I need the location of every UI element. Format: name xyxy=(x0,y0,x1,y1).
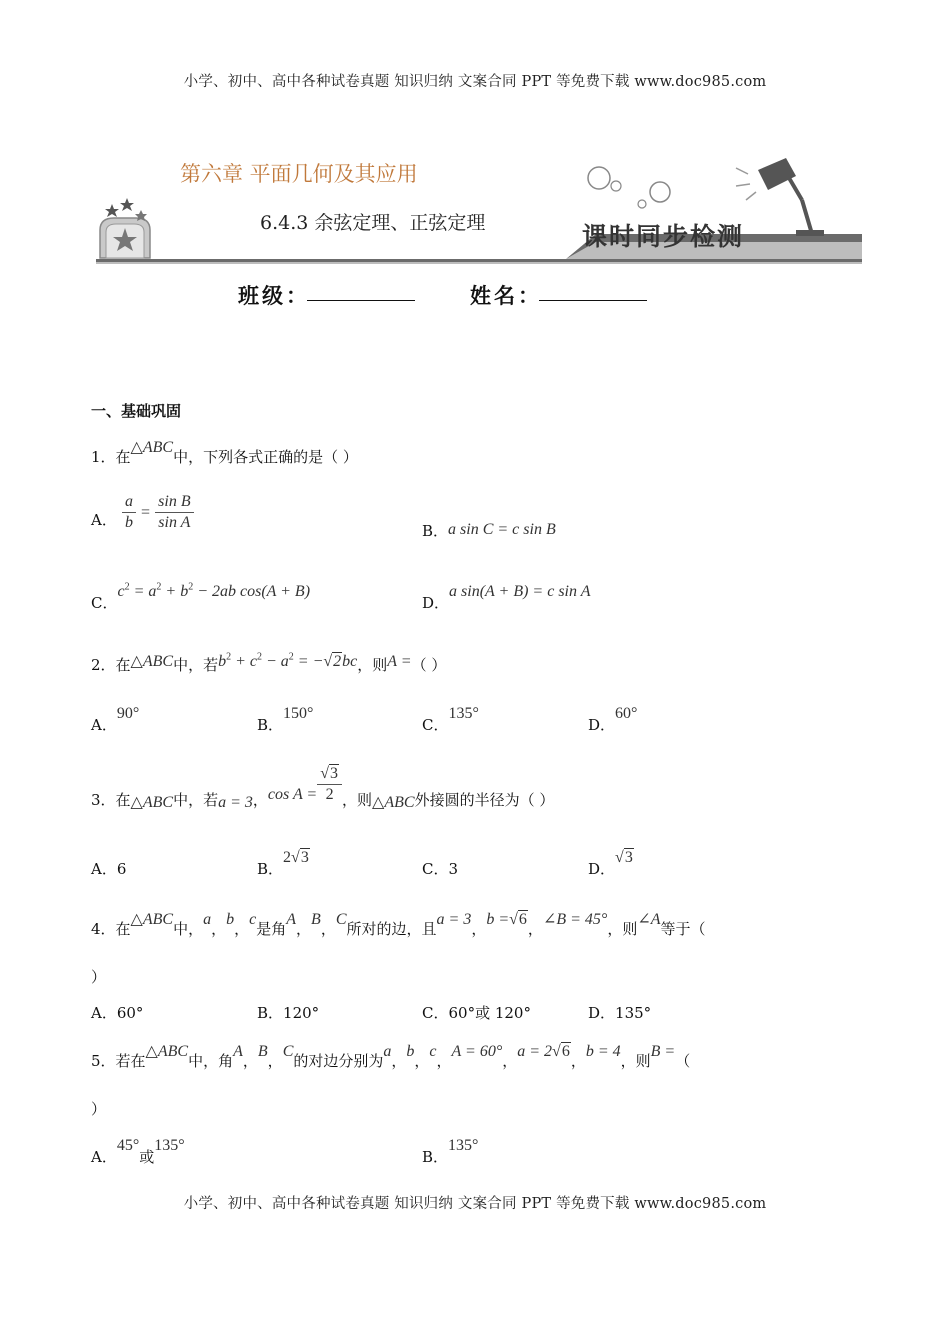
q4-b: b xyxy=(226,911,235,928)
q4-s4: ，则 xyxy=(607,920,638,938)
q3-text: 外接圆的半径为（ ） xyxy=(414,790,555,809)
q4-A: A xyxy=(286,911,297,928)
q4-angle: ∠B = 45° xyxy=(542,911,608,928)
q5-number: 5．若在 xyxy=(91,1052,146,1070)
q4-sep-4: ， xyxy=(320,920,336,938)
q5-s2: 的对边分别为 xyxy=(293,1052,384,1070)
q3-then: ，则 xyxy=(342,790,373,809)
q5-sep-6: ， xyxy=(502,1052,518,1070)
q3-number: 3．在 xyxy=(91,790,131,809)
stamp-label: 课时同步检测 xyxy=(582,222,745,251)
q2-root: 2 xyxy=(333,653,342,670)
q5-a-v1: 45° xyxy=(116,1137,140,1154)
q4-s5: 等于（ xyxy=(660,920,706,938)
q5-a-v2: 135° xyxy=(154,1137,185,1154)
page-header: 小学、初中、高中各种试卷真题 知识归纳 文案合同 PPT 等免费下载 www.doc985.com xyxy=(183,74,767,90)
q1-c-expr-c: + b xyxy=(161,583,189,600)
q1-a-num-left: a xyxy=(122,492,136,513)
q4-s1: 中， xyxy=(173,920,204,938)
q4-c-val: 60°或 120° xyxy=(448,1004,531,1022)
class-field[interactable] xyxy=(307,278,415,301)
q2-option-a[interactable] xyxy=(91,702,140,734)
q2-exp3: 2 xyxy=(288,651,294,663)
q3-cos: cos A = xyxy=(267,785,318,803)
q4-option-d-label: D． xyxy=(588,1004,616,1022)
q2-option-d[interactable] xyxy=(588,702,638,734)
q3-b-coef: 2 xyxy=(283,849,292,866)
q3-a-val: 6 xyxy=(116,860,127,878)
q5-sep-4: ， xyxy=(414,1052,430,1070)
lesson-title: 6.4.3 余弦定理、正弦定理 xyxy=(260,212,486,234)
q4-s3: 所对的边，且 xyxy=(346,920,437,938)
q5-sep-2: ， xyxy=(267,1052,283,1070)
q4-sep-2: ， xyxy=(234,920,250,938)
q3-mid: 中，若 xyxy=(173,790,219,809)
q5-b-val: 135° xyxy=(448,1137,479,1154)
q2-c-val: 135° xyxy=(448,705,479,722)
q1-c-expr-b: = a xyxy=(129,583,157,600)
section-title: 一、基础巩固 xyxy=(91,402,182,420)
q3-triangle-2: △ABC xyxy=(372,793,415,811)
name-label: 姓名： xyxy=(470,283,542,308)
question-5: 5．若在△ABC中，角A，B，C的对边分别为a，b，c，A = 60°，a = 2√6，b = 4，则B =（ xyxy=(91,1043,691,1070)
q3-option-a-label: A． xyxy=(91,860,117,878)
q5-option-a[interactable] xyxy=(91,1134,185,1166)
q4-target: ∠A xyxy=(637,911,661,928)
q4-B: B xyxy=(311,911,321,928)
q2-number: 2．在 xyxy=(91,656,131,674)
q4-option-a-label: A． xyxy=(91,1004,117,1022)
q1-option-a-label: A． xyxy=(91,511,117,529)
q5-cond-a: a = 2 xyxy=(517,1043,553,1060)
q1-c-expr-d: − 2ab cos(A + B) xyxy=(193,583,311,600)
q4-close-paren: ） xyxy=(91,968,107,986)
q2-mid: 中，若 xyxy=(173,656,219,674)
q5-cond-A: A = 60° xyxy=(451,1043,503,1060)
q2-e2: + c xyxy=(231,653,257,670)
desk-lamp-icon xyxy=(736,158,824,236)
q5-option-b[interactable] xyxy=(422,1134,479,1166)
q5-root: 6 xyxy=(561,1043,570,1060)
q2-b-val: 150° xyxy=(283,705,314,722)
q2-option-a-label: A． xyxy=(91,716,117,734)
q5-cond-b: b = 4 xyxy=(585,1043,621,1060)
q4-C: C xyxy=(335,911,347,928)
q1-number: 1．在 xyxy=(91,448,131,466)
q5-close-paren: ） xyxy=(91,1100,107,1118)
q4-option-a[interactable] xyxy=(91,1002,143,1023)
q2-e4: = − xyxy=(293,653,324,670)
q1-a-den-left: b xyxy=(124,514,133,531)
chapter-title: 第六章 平面几何及其应用 xyxy=(180,162,418,186)
q2-ans: A = xyxy=(387,653,412,670)
q2-e1: b xyxy=(218,653,227,670)
q2-d-val: 60° xyxy=(615,705,638,722)
question-4: 4．在△ABC中，a，b，c是角A，B，C所对的边，且a = 3，b =√6，∠B = 45°，则∠A等于（ xyxy=(91,911,706,938)
q2-a-val: 90° xyxy=(116,705,140,722)
q4-d-val: 135° xyxy=(615,1004,652,1022)
q5-a-or: 或 xyxy=(139,1148,155,1166)
q1-option-a[interactable] xyxy=(91,492,194,533)
name-field[interactable] xyxy=(539,278,647,301)
q3-comma: ， xyxy=(252,790,268,809)
q1-c-expr-a: c xyxy=(117,583,125,600)
q3-option-c-label: C． xyxy=(422,860,449,878)
q3-option-b-label: B． xyxy=(257,860,284,878)
q2-e5: bc xyxy=(342,653,358,670)
q1-c-exp2: 2 xyxy=(156,581,162,593)
q1-text: 中，下列各式正确的是（ ） xyxy=(173,448,358,466)
q3-option-d-label: D． xyxy=(588,860,616,878)
question-3: 3．在△ABC中，若a = 3，cos A = $\frac{√3}{2}$ ，则△ABC外接圆的半径为（ ） xyxy=(91,765,555,811)
q5-option-a-label: A． xyxy=(91,1148,117,1166)
q4-c: c xyxy=(249,911,257,928)
q5-B: B xyxy=(257,1043,268,1060)
q4-cond-b: b = xyxy=(486,911,510,928)
q5-option-b-label: B． xyxy=(422,1148,449,1166)
chapter-banner xyxy=(96,138,862,264)
q4-sep-3: ， xyxy=(296,920,312,938)
q2-end: ，则 xyxy=(357,656,388,674)
q5-s4: （ xyxy=(675,1052,691,1070)
q2-option-c-label: C． xyxy=(422,716,449,734)
q5-sep-3: ， xyxy=(391,1052,407,1070)
q1-a-den-right: sin A xyxy=(158,514,191,531)
q5-sep-7: ， xyxy=(570,1052,586,1070)
q4-b-val: 120° xyxy=(283,1004,320,1022)
q4-root: 6 xyxy=(518,911,527,928)
q3-option-d[interactable]: D．√3 xyxy=(588,849,633,878)
q1-option-d[interactable] xyxy=(422,580,591,612)
q3-d-root: 3 xyxy=(624,849,633,866)
q1-a-eq: = xyxy=(141,504,151,521)
q4-sep-5: ， xyxy=(471,920,487,938)
q3-c-val: 3 xyxy=(448,860,459,878)
q1-option-b-label: B． xyxy=(422,522,449,540)
q3-triangle: △ABC xyxy=(130,793,174,811)
q3-b-root: 3 xyxy=(300,849,309,866)
q2-option-b-label: B． xyxy=(257,716,284,734)
q2-option-d-label: D． xyxy=(588,716,616,734)
q5-a: a xyxy=(383,1043,392,1060)
q1-option-d-label: D． xyxy=(422,594,450,612)
q4-option-c-label: C． xyxy=(422,1004,449,1022)
q1-b-expr: a sin C = c sin B xyxy=(448,521,556,538)
q4-a: a xyxy=(203,911,212,928)
q2-option-b[interactable] xyxy=(257,702,314,734)
q3-num-root: 3 xyxy=(330,765,339,782)
page-footer: 小学、初中、高中各种试卷真题 知识归纳 文案合同 PPT 等免费下载 www.doc985.com xyxy=(183,1196,767,1212)
q2-exp2: 2 xyxy=(257,651,262,663)
q4-s2: 是角 xyxy=(256,920,287,938)
class-label: 班级： xyxy=(238,283,310,308)
star-medal-icon xyxy=(100,198,150,258)
q2-exp1: 2 xyxy=(226,651,232,663)
q3-option-c[interactable] xyxy=(422,858,458,879)
question-1 xyxy=(91,439,358,467)
q2-triangle: △ABC xyxy=(130,653,174,670)
q4-a-val: 60° xyxy=(116,1004,144,1022)
q1-triangle: △ABC xyxy=(130,439,174,456)
bubbles-decoration xyxy=(588,167,670,208)
q2-e3: − a xyxy=(262,653,289,670)
question-2: 2．在△ABC中，若$b^2 + c^2 - a^2 = -√2bc$，则A =（ ） xyxy=(91,651,447,674)
q5-sep-1: ， xyxy=(242,1052,258,1070)
q5-target: B = xyxy=(650,1043,676,1060)
q1-d-expr: a sin(A + B) = c sin A xyxy=(449,583,591,600)
q4-option-c[interactable] xyxy=(422,1002,531,1023)
q3-option-b[interactable]: B．2√3 xyxy=(257,849,309,878)
q1-option-c[interactable] xyxy=(91,580,311,612)
q4-sep-6: ， xyxy=(527,920,543,938)
q5-sep-5: ， xyxy=(436,1052,452,1070)
q1-option-b[interactable] xyxy=(422,520,556,541)
q1-c-exp3: 2 xyxy=(188,581,194,593)
q3-den: 2 xyxy=(325,786,334,803)
q4-option-b-label: B． xyxy=(257,1004,284,1022)
q5-triangle: △ABC xyxy=(145,1043,189,1060)
q5-s3: ，则 xyxy=(620,1052,651,1070)
q5-C: C xyxy=(282,1043,294,1060)
q3-option-a[interactable] xyxy=(91,858,126,879)
q4-option-d[interactable] xyxy=(588,1002,651,1023)
q4-option-b[interactable] xyxy=(257,1002,319,1023)
q5-b: b xyxy=(406,1043,415,1060)
banner-graphic xyxy=(96,138,862,264)
q4-triangle: △ABC xyxy=(130,911,174,928)
q4-sep-1: ， xyxy=(211,920,227,938)
q4-number: 4．在 xyxy=(91,920,131,938)
q5-c: c xyxy=(429,1043,437,1060)
q5-A: A xyxy=(233,1043,243,1060)
q5-s1: 中，角 xyxy=(188,1052,234,1070)
q2-option-c[interactable] xyxy=(422,702,479,734)
q4-cond-a: a = 3 xyxy=(436,911,472,928)
q1-c-exp1: 2 xyxy=(124,581,130,593)
q1-option-c-label: C． xyxy=(91,594,118,612)
q2-paren: （ ） xyxy=(411,656,447,674)
q3-cond1: a = 3 xyxy=(218,793,253,811)
q1-a-num-right: sin B xyxy=(155,492,193,513)
